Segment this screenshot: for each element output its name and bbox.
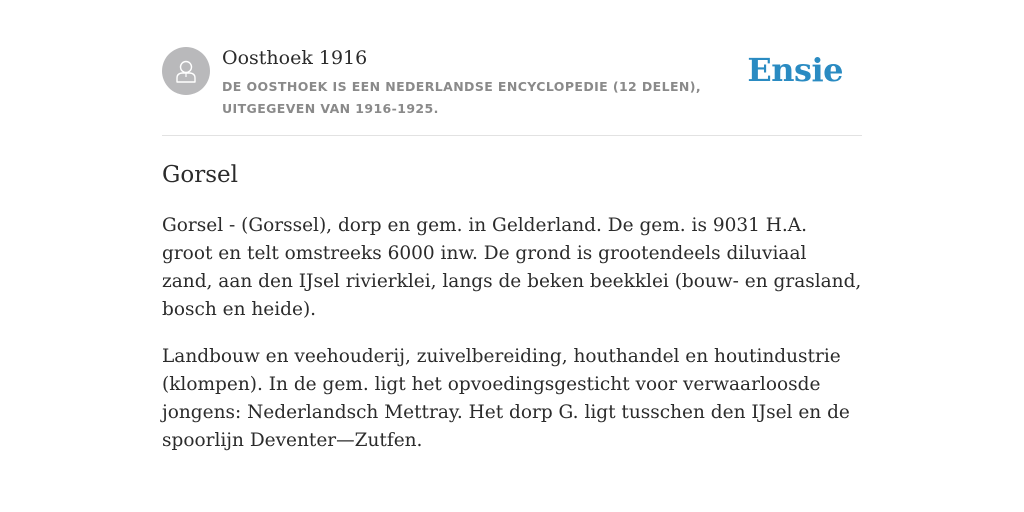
article-paragraph: Landbouw en veehouderij, zuivelbereiding, houthandel en houtindustrie (klompen). In de gem. ligt het opvoedingsgesticht voor verwaarloosde jongens: Nederlandsch Mettray. Het dorp G. ligt tusschen den IJsel en de spoorlijn Deventer—Zutfen. bbox=[162, 346, 850, 451]
user-icon bbox=[172, 57, 200, 85]
article-paragraph: Gorsel - (Gorssel), dorp en gem. in Gelderland. De gem. is 9031 H.A. groot en telt omstreeks 6000 inw. De grond is grootendeels diluviaal zand, aan den IJsel rivierklei, langs de beken beekklei (bouw- en grasland, bosch en heide). bbox=[162, 215, 862, 320]
avatar[interactable] bbox=[162, 47, 210, 95]
source-info bbox=[222, 46, 762, 120]
source-name[interactable]: Oosthoek 1916 bbox=[222, 47, 368, 69]
entry-header bbox=[162, 0, 862, 136]
source-description: DE OOSTHOEK IS EEN NEDERLANDSE ENCYCLOPEDIE (12 DELEN), UITGEGEVEN VAN 1916-1925. bbox=[222, 79, 702, 116]
article-title: Gorsel bbox=[162, 162, 238, 188]
entry-card bbox=[162, 0, 862, 455]
ensie-logo[interactable]: Ensie bbox=[747, 51, 843, 89]
